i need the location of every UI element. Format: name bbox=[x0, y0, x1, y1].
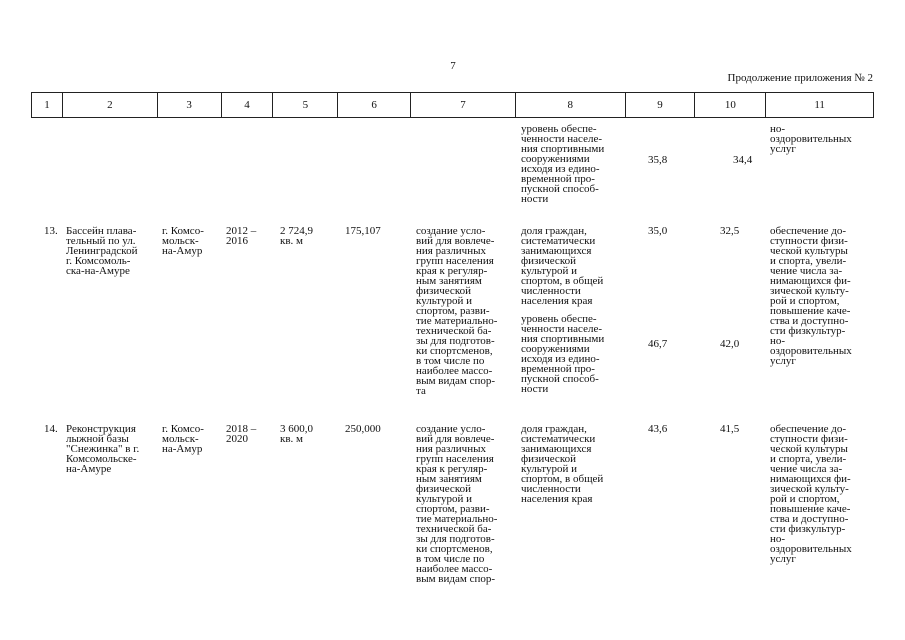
row-14-indicator-1-value-9: 43,6 bbox=[648, 423, 668, 435]
row-14-capacity: 3 600,0 кв. м bbox=[280, 423, 313, 445]
row-14-location: г. Комсо- мольск- на-Амур bbox=[162, 423, 204, 455]
row-13-indicator-1-value-10: 32,5 bbox=[720, 225, 740, 237]
prev-indicator-text: уровень обеспе- ченности населе- ния спортивными сооружениями исходя из едино- временной про- пускной способ- ности bbox=[521, 123, 605, 205]
header-col-4: 4 bbox=[222, 93, 274, 117]
prev-indicator-value-9: 35,8 bbox=[648, 154, 668, 166]
row-13-indicator-2-value-9: 46,7 bbox=[648, 338, 668, 350]
row-14-goal: создание усло- вий для вовлече- ния различных групп населения края к регуляр- ным занятиям физической культурой и спортом, разви- тие материально- технической ба- зы для подготов- ки спортсменов, в том числе по наиболее массо- вым видам спор- bbox=[416, 423, 498, 585]
row-13-object-name: Бассейн плава- тельный по ул. Ленинградской г. Комсомоль- ска-на-Амуре bbox=[66, 225, 138, 277]
row-13-effect: обеспечение до- ступности физи- ческой культуры и спорта, увели- чение числа за- нимающихся фи- зической культу- рой и спортом, повышение каче- ства и доступно- сти физкультур- но- оздоровительных услуг bbox=[770, 225, 852, 367]
row-14-object-name: Реконструкция лыжной базы "Снежинка" в г. Комсомольске- на-Амуре bbox=[66, 423, 140, 475]
header-col-11: 11 bbox=[814, 99, 825, 111]
row-13-cost: 175,107 bbox=[345, 225, 381, 237]
row-13-location: г. Комсо- мольск- на-Амур bbox=[162, 225, 204, 257]
header-col-5: 5 bbox=[273, 93, 338, 117]
row-14-number: 14. bbox=[44, 423, 58, 435]
row-14-years: 2018 – 2020 bbox=[226, 423, 257, 445]
page-number: 7 bbox=[450, 60, 456, 72]
row-14-cost: 250,000 bbox=[345, 423, 381, 435]
header-col-10: 10 bbox=[695, 93, 766, 117]
prev-effect-text: но- оздоровительных услуг bbox=[770, 123, 852, 155]
row-14-indicator-1: доля граждан, систематически занимающихся физической культурой и спортом, в общей численности населения края bbox=[521, 423, 604, 505]
row-13-indicator-1: доля граждан, систематически занимающихся физической культурой и спортом, в общей численности населения края bbox=[521, 225, 604, 307]
header-col-8: 8 bbox=[516, 93, 626, 117]
row-13-indicator-2-value-10: 42,0 bbox=[720, 338, 740, 350]
header-col-9: 9 bbox=[626, 93, 696, 117]
table-header bbox=[31, 92, 874, 118]
row-13-number: 13. bbox=[44, 225, 58, 237]
row-13-indicator-1-value-9: 35,0 bbox=[648, 225, 668, 237]
header-col-2: 2 bbox=[63, 93, 158, 117]
row-14-effect: обеспечение до- ступности физи- ческой культуры и спорта, увели- чение числа за- нимающихся фи- зической культу- рой и спортом, повышение каче- ства и доступно- сти физкультур- но- оздоровительных услуг bbox=[770, 423, 852, 565]
header-col-7: 7 bbox=[411, 93, 516, 117]
header-col-1: 1 bbox=[32, 93, 63, 117]
row-13-capacity: 2 724,9 кв. м bbox=[280, 225, 313, 247]
row-13-years: 2012 – 2016 bbox=[226, 225, 257, 247]
header-col-6: 6 bbox=[338, 93, 411, 117]
row-13-goal: создание усло- вий для вовлече- ния различных групп населения края к регуляр- ным занятиям физической культурой и спортом, разви- тие материально- технической ба- зы для подготов- ки спортсменов, в том числе по наиболее массо- вым видам спор- та bbox=[416, 225, 498, 397]
continuation-note: Продолжение приложения № 2 bbox=[727, 72, 873, 84]
row-13-indicator-2: уровень обеспе- ченности населе- ния спортивными сооружениями исходя из едино- временной про- пускной способ- ности bbox=[521, 313, 605, 395]
header-col-3: 3 bbox=[158, 93, 222, 117]
row-14-indicator-1-value-10: 41,5 bbox=[720, 423, 740, 435]
prev-indicator-value-10: 34,4 bbox=[733, 154, 753, 166]
